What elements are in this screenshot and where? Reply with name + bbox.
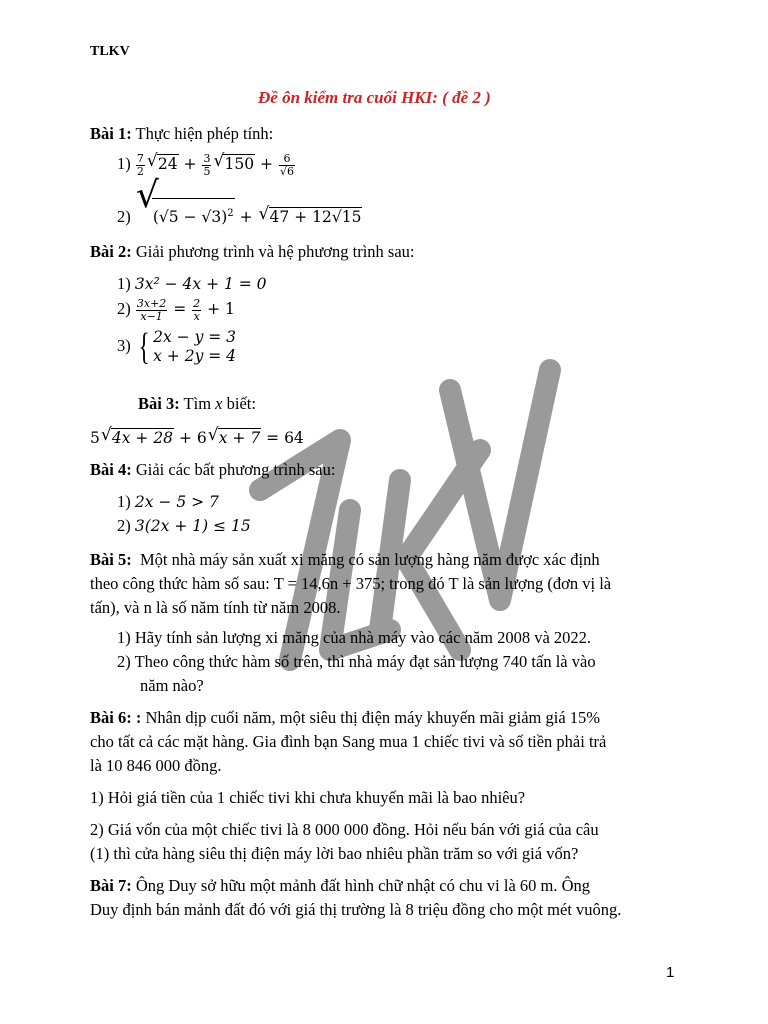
fraction-numerator: 2 [193,296,201,310]
radicand: 47 + 12√15 [269,208,362,227]
radicand: 150 [224,155,255,173]
bai3-prompt-pre: Tìm [183,394,212,413]
bai5-question-2b: năm nào? [140,676,204,695]
operator: + [260,155,274,173]
bai2-heading [90,240,415,264]
bai1-prompt: Thực hiện phép tính: [135,124,274,143]
bai3-prompt-post: biết: [226,394,256,413]
square-root [208,426,261,450]
bai2-item2 [117,297,235,323]
bai1-heading [90,122,273,146]
page-number: 1 [666,964,675,981]
fraction-numerator: 3x+2 [136,296,167,310]
bai4-item1 [117,490,219,514]
square-root [259,205,363,229]
system-brace: { [138,326,150,368]
bai6-line-3: là 10 846 000 đồng. [90,756,222,775]
system-line-1: 2x − y = 3 [153,328,237,346]
fraction-denominator: 2 [136,164,144,178]
bai4-prompt: Giải các bất phương trình sau: [135,460,336,479]
right-hand-side: = 64 [266,429,304,447]
radicand: 4x + 28 [111,429,174,447]
bai2-label: Bài 2: [90,242,132,261]
bai7-line-2: Duy định bán mảnh đất đó với giá thị trường là 8 triệu đồng cho một mét vuông. [90,900,622,919]
bai6-label: Bài 6: : [90,708,142,727]
bai3-label: Bài 3: [138,394,180,413]
item-number: 2) [117,516,131,535]
bai3-variable: x [215,394,223,413]
item-number: 2) [117,207,131,227]
radicand: x + 7 [218,429,261,447]
bai2-prompt: Giải phương trình và hệ phương trình sau: [135,242,415,261]
operator: + [183,155,197,173]
bai5-line-1 [90,548,600,572]
fraction [136,153,145,178]
bai6-question-2b: (1) thì cửa hàng siêu thị điện máy lời bao nhiêu phần trăm so với giá vốn? [90,844,579,863]
bai4-item2 [117,514,251,538]
bai5-label: Bài 5: [90,550,132,569]
radicand [152,198,235,232]
bai7-text-1: Ông Duy sở hữu một mảnh đất hình chữ nhật có chu vi là 60 m. Ông [135,876,591,895]
radicand: 24 [157,155,178,173]
fraction-denominator: √6 [279,164,294,178]
bai7-line-1 [90,874,590,898]
square-root [147,152,179,176]
equation-system [153,328,236,366]
item-number: 1) [117,274,131,293]
bai4-heading [90,458,335,482]
bai4-label: Bài 4: [90,460,132,479]
item-number: 2) [117,299,131,318]
item-number: 1) [117,154,131,173]
bai1-expression-2 [135,208,363,226]
bai6-line-1 [90,706,600,730]
exponent: 2 [227,208,234,219]
bai5-question-2a: 2) Theo công thức hàm số trên, thì nhà máy đạt sản lượng 740 tấn là vào [117,652,596,671]
bai2-item3 [117,328,236,366]
fraction-denominator: x−1 [140,309,163,323]
bai5-line-3: tấn), và n là số năm tính từ năm 2008. [90,598,341,617]
fraction [202,153,211,178]
fraction [136,298,167,323]
page-title: Đề ôn kiểm tra cuối HKI: ( đề 2 ) [258,88,491,107]
square-root [101,426,174,450]
bai6-question-1: 1) Hỏi giá tiền của 1 chiếc tivi khi chưa khuyến mãi là bao nhiêu? [90,788,526,807]
equation-tail: + 1 [207,300,235,318]
bai1-item2 [117,198,362,232]
fraction-denominator: x [193,309,200,323]
item-number: 1) [117,492,131,511]
fraction [192,298,201,323]
square-root [213,152,255,176]
bai5-question-1: 1) Hãy tính sản lượng xi măng của nhà máy vào các năm 2008 và 2022. [117,628,592,647]
bai4-inequality-2: 3(2x + 1) ≤ 15 [134,517,251,535]
bai5-text-1: Một nhà máy sản xuất xi măng có sản lượng hàng năm được xác định [139,550,600,569]
bai1-expression-1 [135,151,296,178]
item-number: 3) [117,335,131,355]
fraction-numerator: 7 [136,151,144,165]
header-org: TLKV [90,44,130,59]
fraction-denominator: 5 [203,164,211,178]
operator: + [239,208,253,227]
coefficient: 5 [90,429,100,447]
bai6-question-2a: 2) Giá vốn của một chiếc tivi là 8 000 000 đồng. Hỏi nếu bán với giá của câu [90,820,599,839]
bai1-item1 [117,152,296,178]
square-root [136,198,235,232]
bai6-text-1: Nhân dịp cuối năm, một siêu thị điện máy khuyến mãi giảm giá 15% [145,708,601,727]
bai4-inequality-1: 2x − 5 > 7 [134,493,219,511]
bai2-equation-2 [135,296,235,323]
bai2-equation-1: 3x² − 4x + 1 = 0 [134,275,267,293]
middle-term: + 6 [178,429,207,447]
bai2-item1 [117,272,267,296]
fraction-numerator: 3 [203,151,211,165]
bai7-label: Bài 7: [90,876,132,895]
bai5-line-2: theo công thức hàm số sau: T = 14,6n + 375; trong đó T là sản lượng (đơn vị là [90,574,612,593]
operator: = [173,300,187,318]
system-line-2: x + 2y = 4 [153,347,237,365]
radicand-inner: (√5 − √3) [152,208,228,227]
fraction-numerator: 6 [279,153,295,166]
fraction [279,153,295,178]
bai3-equation [90,426,304,450]
bai1-label: Bài 1: [90,124,132,143]
bai3-heading [138,392,256,416]
bai6-line-2: cho tất cả các mặt hàng. Gia đình bạn Sang mua 1 chiếc tivi và số tiền phải trả [90,732,607,751]
